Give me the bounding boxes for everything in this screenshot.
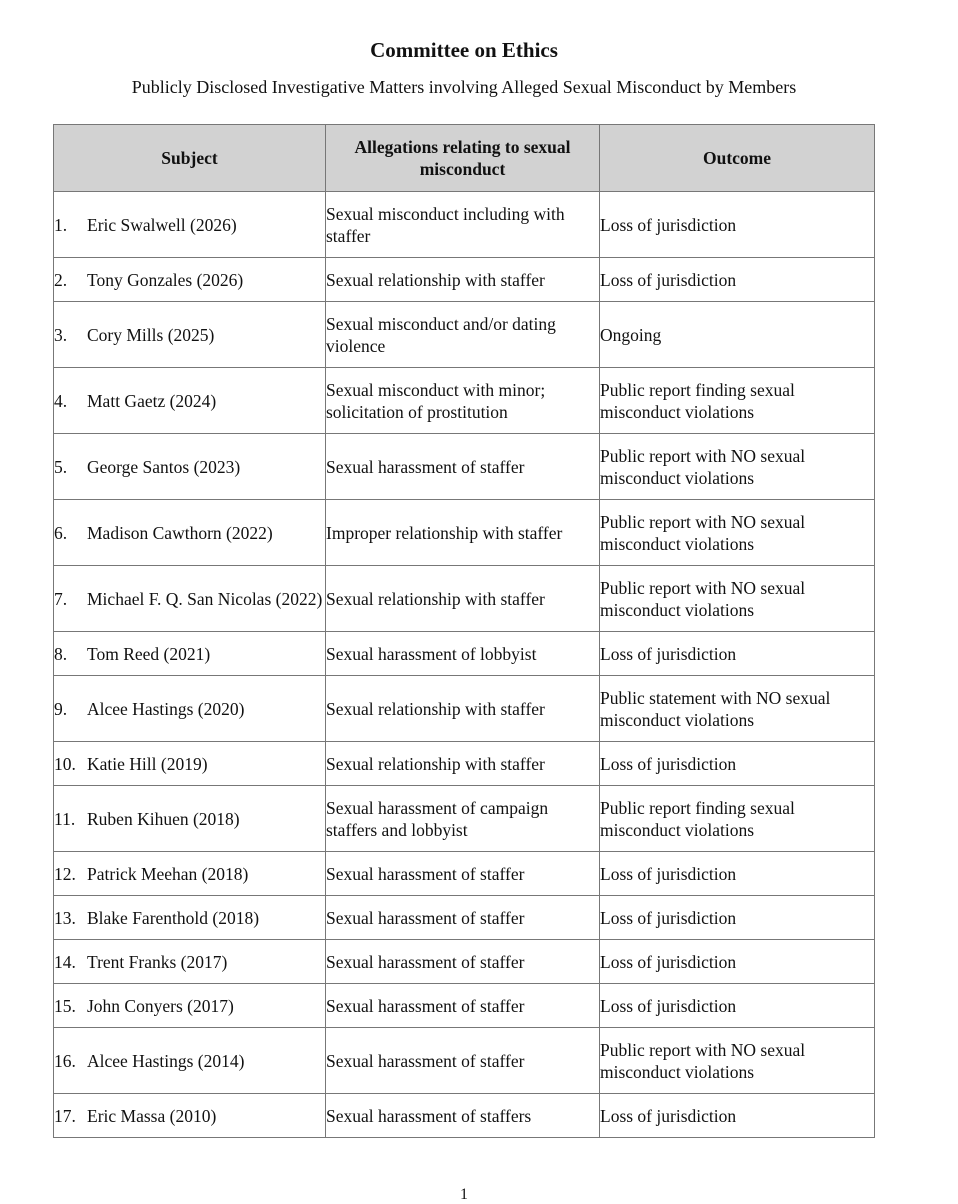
table-row [54, 940, 875, 984]
subject-name: John Conyers (2017) [87, 995, 234, 1016]
outcome-cell: Loss of jurisdiction [600, 1094, 875, 1138]
subject-name: Alcee Hastings (2014) [87, 1050, 245, 1071]
allegation-cell: Sexual relationship with staffer [326, 566, 600, 632]
allegation-cell: Sexual misconduct and/or dating violence [326, 302, 600, 368]
row-number: 2. [54, 269, 68, 290]
table-row [54, 786, 875, 852]
row-number: 17. [54, 1105, 76, 1126]
allegation-cell: Sexual harassment of lobbyist [326, 632, 600, 676]
subject-cell [54, 566, 326, 632]
header-outcome: Outcome [600, 125, 875, 192]
row-number: 1. [54, 214, 68, 235]
row-number: 5. [54, 456, 68, 477]
row-number: 4. [54, 390, 68, 411]
table-row [54, 1094, 875, 1138]
table-row [54, 566, 875, 632]
table-row [54, 434, 875, 500]
subject-cell [54, 742, 326, 786]
subject-cell [54, 786, 326, 852]
subject-cell [54, 940, 326, 984]
subject-cell [54, 500, 326, 566]
document-subtitle: Publicly Disclosed Investigative Matters involving Alleged Sexual Misconduct by Members [131, 77, 797, 97]
table-row [54, 192, 875, 258]
outcome-cell: Loss of jurisdiction [600, 896, 875, 940]
header-allegations: Allegations relating to sexual misconduct [326, 125, 600, 192]
subject-name: Matt Gaetz (2024) [87, 390, 217, 411]
outcome-cell: Public report with NO sexual misconduct violations [600, 434, 875, 500]
allegation-cell: Sexual misconduct with minor; solicitation of prostitution [326, 368, 600, 434]
subject-name: Madison Cawthorn (2022) [87, 522, 273, 543]
allegation-cell: Sexual harassment of staffer [326, 852, 600, 896]
outcome-cell: Loss of jurisdiction [600, 632, 875, 676]
subject-name: Michael F. Q. San Nicolas (2022) [87, 588, 323, 609]
outcome-cell: Public report with NO sexual misconduct violations [600, 500, 875, 566]
subject-name: Katie Hill (2019) [87, 753, 208, 774]
outcome-cell: Public report finding sexual misconduct violations [600, 368, 875, 434]
subject-cell [54, 984, 326, 1028]
page-number: 1 [460, 1186, 468, 1203]
outcome-cell: Loss of jurisdiction [600, 852, 875, 896]
outcome-cell: Loss of jurisdiction [600, 984, 875, 1028]
table-row [54, 368, 875, 434]
row-number: 9. [54, 698, 68, 719]
allegation-cell: Sexual harassment of staffers [326, 1094, 600, 1138]
document-title: Committee on Ethics [370, 38, 558, 62]
row-number: 8. [54, 643, 68, 664]
table-row [54, 984, 875, 1028]
subject-name: Ruben Kihuen (2018) [87, 808, 240, 829]
table-row [54, 258, 875, 302]
row-number: 14. [54, 951, 76, 972]
table-header-row [54, 125, 875, 192]
subject-name: Eric Swalwell (2026) [87, 214, 237, 235]
subject-name: Patrick Meehan (2018) [87, 863, 249, 884]
subject-name: Tom Reed (2021) [87, 643, 211, 664]
table-row [54, 742, 875, 786]
allegation-cell: Sexual misconduct including with staffer [326, 192, 600, 258]
outcome-cell: Ongoing [600, 302, 875, 368]
subject-cell [54, 632, 326, 676]
subject-cell [54, 302, 326, 368]
outcome-cell: Loss of jurisdiction [600, 258, 875, 302]
header-subject: Subject [54, 125, 326, 192]
allegation-cell: Sexual harassment of staffer [326, 896, 600, 940]
table-row [54, 632, 875, 676]
subject-cell [54, 852, 326, 896]
table-body [54, 192, 875, 1138]
row-number: 16. [54, 1050, 76, 1071]
outcome-cell: Public report with NO sexual misconduct violations [600, 566, 875, 632]
row-number: 6. [54, 522, 68, 543]
allegation-cell: Sexual relationship with staffer [326, 258, 600, 302]
allegation-cell: Improper relationship with staffer [326, 500, 600, 566]
outcome-cell: Public report finding sexual misconduct violations [600, 786, 875, 852]
outcome-cell: Public report with NO sexual misconduct violations [600, 1028, 875, 1094]
row-number: 12. [54, 863, 76, 884]
subject-cell [54, 434, 326, 500]
subject-cell [54, 258, 326, 302]
outcome-cell: Loss of jurisdiction [600, 940, 875, 984]
allegation-cell: Sexual relationship with staffer [326, 742, 600, 786]
allegation-cell: Sexual harassment of campaign staffers and lobbyist [326, 786, 600, 852]
outcome-cell: Loss of jurisdiction [600, 742, 875, 786]
allegation-cell: Sexual harassment of staffer [326, 1028, 600, 1094]
subject-cell [54, 1094, 326, 1138]
row-number: 13. [54, 907, 76, 928]
matters-table [53, 124, 875, 1138]
row-number: 15. [54, 995, 76, 1016]
row-number: 11. [54, 808, 76, 829]
subject-name: Alcee Hastings (2020) [87, 698, 245, 719]
subject-cell [54, 192, 326, 258]
subject-name: Tony Gonzales (2026) [87, 269, 244, 290]
row-number: 3. [54, 324, 68, 345]
table-row [54, 676, 875, 742]
subject-cell [54, 1028, 326, 1094]
outcome-cell: Loss of jurisdiction [600, 192, 875, 258]
subject-cell [54, 368, 326, 434]
allegation-cell: Sexual harassment of staffer [326, 940, 600, 984]
table-row [54, 500, 875, 566]
subject-name: Trent Franks (2017) [87, 951, 228, 972]
outcome-cell: Public statement with NO sexual misconduct violations [600, 676, 875, 742]
table-row [54, 302, 875, 368]
subject-cell [54, 676, 326, 742]
subject-cell [54, 896, 326, 940]
subject-name: Cory Mills (2025) [87, 324, 215, 345]
subject-name: Eric Massa (2010) [87, 1105, 217, 1126]
allegation-cell: Sexual harassment of staffer [326, 434, 600, 500]
allegation-cell: Sexual relationship with staffer [326, 676, 600, 742]
subject-name: Blake Farenthold (2018) [87, 907, 260, 928]
row-number: 10. [54, 753, 76, 774]
row-number: 7. [54, 588, 68, 609]
table-row [54, 852, 875, 896]
table-row [54, 1028, 875, 1094]
table-row [54, 896, 875, 940]
subject-name: George Santos (2023) [87, 456, 241, 477]
allegation-cell: Sexual harassment of staffer [326, 984, 600, 1028]
